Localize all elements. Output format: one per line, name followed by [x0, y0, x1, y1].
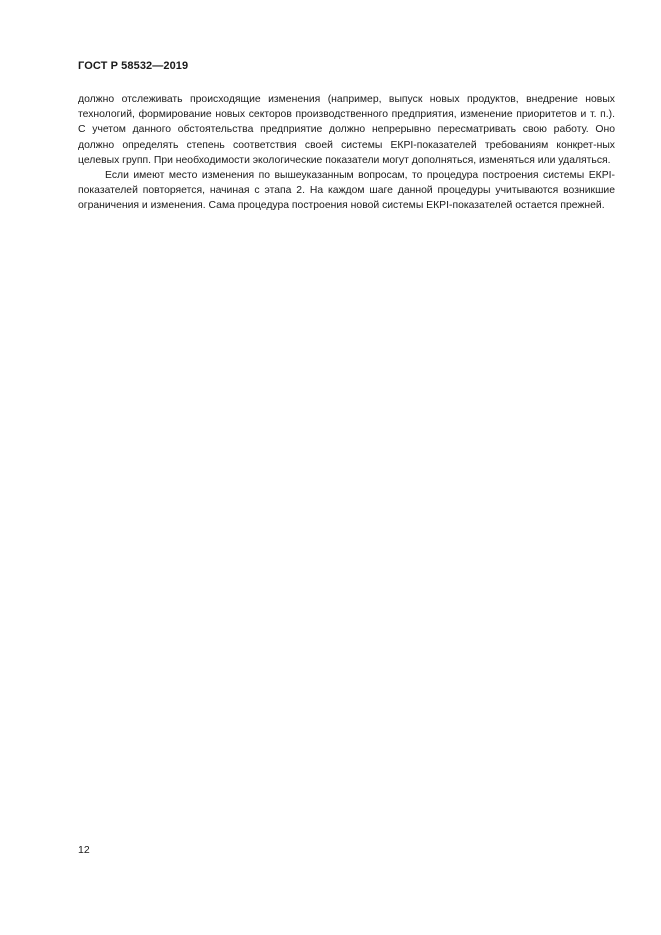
paragraph-changes: Если имеют место изменения по вышеуказанным вопросам, то процедура построения системы ЕКРI-показателей повторяется, начиная с этапа 2. На каждом шаге данной процедуры учитываются возникшие ограничения и изменения. Сама процедура построения новой системы ЕКРI-показателей остается прежней. — [78, 170, 615, 212]
document-header — [78, 60, 188, 72]
standard-id: ГОСТ Р 58532—2019 — [78, 60, 189, 72]
body-text — [78, 92, 615, 214]
page-number: 12 — [78, 844, 90, 856]
paragraph-continuation: должно отслеживать происходящие изменения (например, выпуск новых продуктов, внедрение новых технологий, формирование новых секторов производственного предприятия, изменение приоритетов и т. п.). С учетом данного обстоятельства предприятие должно непрерывно пересматривать свою работу. Оно должно определять степень соответствия своей системы ЕКРI-показателей требованиям конкрет-ных целевых групп. При необходимости экологические показатели могут дополняться, изменяться или удаляться. — [78, 94, 615, 166]
